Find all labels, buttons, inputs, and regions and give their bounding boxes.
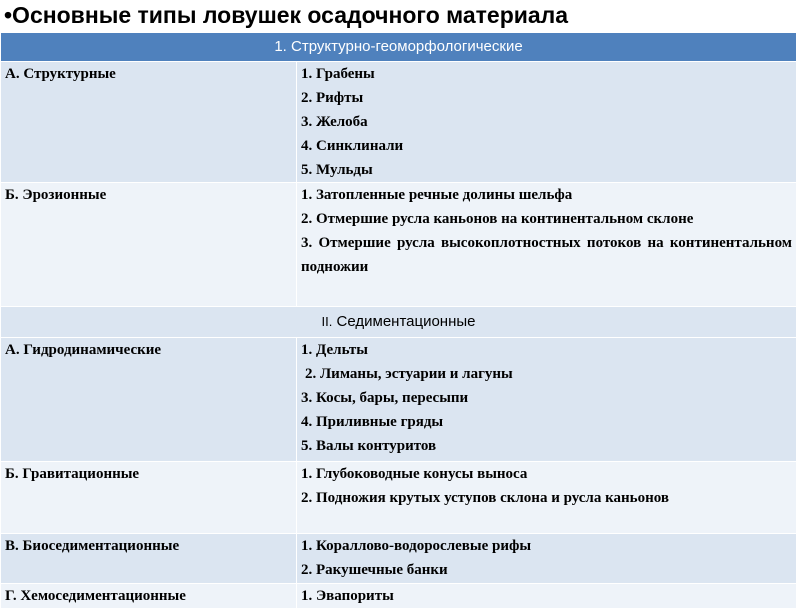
list-item: 3. Косы, бары, пересыпи	[301, 390, 469, 406]
list-item: 4. Приливные гряды	[301, 414, 444, 430]
table-row	[1, 584, 797, 609]
list-item: 2. Подножия крутых уступов склона и русла каньонов	[301, 490, 669, 506]
group-header	[1, 33, 797, 62]
trap-types-table	[0, 32, 797, 609]
category-cell: Б. Эрозионные	[1, 183, 297, 307]
category-cell: А. Гидродинамические	[1, 338, 297, 462]
list-item: 1. Эвапориты	[301, 588, 394, 604]
table-row	[1, 338, 797, 462]
table-row	[1, 462, 797, 534]
list-item: 3. Отмершие русла высокоплотностных потоков на континентальном подножии	[301, 235, 793, 275]
list-item: 1. Кораллово-водорослевые рифы	[301, 538, 532, 554]
group-header-label: Седиментационные	[336, 313, 476, 330]
items-cell	[297, 62, 797, 183]
table-row	[1, 534, 797, 584]
list-item: 2. Ракушечные банки	[301, 562, 448, 578]
items-cell	[297, 183, 797, 307]
list-item: 2. Лиманы, эстуарии и лагуны	[305, 366, 513, 382]
list-item: 4. Синклинали	[301, 138, 404, 154]
category-cell: Б. Гравитационные	[1, 462, 297, 534]
list-item: 5. Мульды	[301, 162, 373, 178]
category-cell: Г. Хемоседиментационные	[1, 584, 297, 609]
category-cell: А. Структурные	[1, 62, 297, 183]
list-item: 2. Отмершие русла каньонов на континентальном склоне	[301, 211, 694, 227]
group-header-row	[1, 33, 797, 62]
items-cell	[297, 534, 797, 584]
group-header-label: 1. Структурно-геоморфологические	[274, 38, 523, 55]
group-header-row	[1, 307, 797, 338]
list-item: 1. Затопленные речные долины шельфа	[301, 187, 573, 203]
category-cell: В. Биоседиментационные	[1, 534, 297, 584]
list-item: 1. Дельты	[301, 342, 369, 358]
items-cell	[297, 462, 797, 534]
list-item: 5. Валы контуритов	[301, 438, 437, 454]
list-item: 1. Глубоководные конусы выноса	[301, 466, 528, 482]
table-row	[1, 183, 797, 307]
items-cell	[297, 584, 797, 609]
slide-title: •Основные типы ловушек осадочного материала	[4, 2, 569, 28]
list-item: 3. Желоба	[301, 114, 368, 130]
items-cell	[297, 338, 797, 462]
group-header-numeral: II.	[321, 314, 333, 329]
list-item: 1. Грабены	[301, 66, 375, 82]
group-header	[1, 307, 797, 338]
table-row	[1, 62, 797, 183]
list-item: 2. Рифты	[301, 90, 364, 106]
